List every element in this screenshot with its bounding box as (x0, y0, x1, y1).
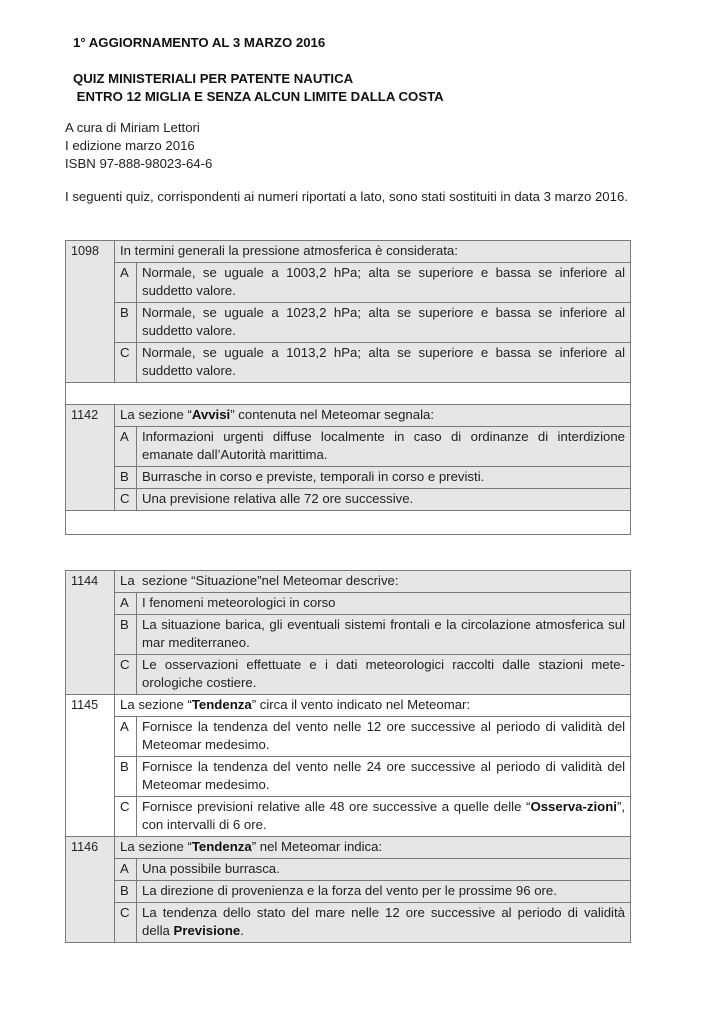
update-heading: 1° AGGIORNAMENTO AL 3 MARZO 2016 (73, 35, 326, 50)
intro-paragraph: I seguenti quiz, corrispondenti ai numeri riportati a lato, sono stati sostituiti in data 3 marzo 2016. (65, 189, 628, 204)
answer-letter: C (115, 343, 137, 383)
answer-text: Fornisce la tendenza del vento nelle 12 ore successive al periodo di validità del Meteomar medesimo. (137, 717, 631, 757)
answer-text: Normale, se uguale a 1013,2 hPa; alta se superiore e bassa se inferiore al suddetto valore. (137, 343, 631, 383)
answer-letter: B (115, 303, 137, 343)
question-row (66, 241, 631, 263)
answer-row (66, 797, 631, 837)
publication-info (65, 119, 212, 173)
question-text: La sezione “Tendenza” circa il vento indicato nel Meteomar: (115, 695, 631, 717)
answer-row (66, 427, 631, 467)
answer-letter: A (115, 263, 137, 303)
question-number: 1145 (66, 695, 115, 837)
answer-row (66, 615, 631, 655)
answer-text: La direzione di provenienza e la forza del vento per le prossime 96 ore. (137, 881, 631, 903)
answer-letter: B (115, 881, 137, 903)
title-line-2: ENTRO 12 MIGLIA E SENZA ALCUN LIMITE DALLA COSTA (73, 89, 444, 104)
quiz-table-1 (65, 240, 631, 535)
answer-row (66, 655, 631, 695)
answer-text: I fenomeni meteorologici in corso (137, 593, 631, 615)
title-line-1: QUIZ MINISTERIALI PER PATENTE NAUTICA (73, 71, 354, 86)
answer-letter: A (115, 859, 137, 881)
answer-text: La situazione barica, gli eventuali sistemi frontali e la circolazione atmosferica sul mar mediterraneo. (137, 615, 631, 655)
question-text: La sezione “Tendenza” nel Meteomar indica: (115, 837, 631, 859)
answer-letter: A (115, 593, 137, 615)
answer-row (66, 717, 631, 757)
answer-row (66, 489, 631, 511)
answer-row (66, 593, 631, 615)
question-number: 1142 (66, 405, 115, 511)
question-row (66, 837, 631, 859)
answer-row (66, 881, 631, 903)
answer-text: Burrasche in corso e previste, temporali in corso e previsti. (137, 467, 631, 489)
answer-letter: C (115, 489, 137, 511)
answer-text: Fornisce la tendenza del vento nelle 24 ore successive al periodo di validità del Meteomar medesimo. (137, 757, 631, 797)
question-row (66, 571, 631, 593)
question-text: La sezione “Avvisi” contenuta nel Meteomar segnala: (115, 405, 631, 427)
answer-text: Informazioni urgenti diffuse localmente in caso di ordinanze di interdizione emanate dall’Autorità marittima. (137, 427, 631, 467)
answer-letter: B (115, 615, 137, 655)
isbn-line: ISBN 97-888-98023-64-6 (65, 156, 213, 171)
editor-line: A cura di Miriam Lettori (65, 120, 200, 135)
spacer-row (66, 383, 631, 405)
question-text: La sezione “Situazione”nel Meteomar descrive: (115, 571, 631, 593)
answer-row (66, 859, 631, 881)
answer-letter: A (115, 427, 137, 467)
answer-row (66, 467, 631, 489)
answer-text: Normale, se uguale a 1003,2 hPa; alta se superiore e bassa se inferiore al suddetto valore. (137, 263, 631, 303)
question-number: 1144 (66, 571, 115, 695)
answer-row (66, 757, 631, 797)
question-number: 1098 (66, 241, 115, 383)
answer-letter: B (115, 757, 137, 797)
question-row (66, 405, 631, 427)
question-text: In termini generali la pressione atmosferica è considerata: (115, 241, 631, 263)
answer-row (66, 903, 631, 943)
answer-text: Una previsione relativa alle 72 ore successive. (137, 489, 631, 511)
edition-line: I edizione marzo 2016 (65, 138, 195, 153)
answer-row (66, 343, 631, 383)
question-number: 1146 (66, 837, 115, 943)
spacer-row (66, 511, 631, 535)
answer-letter: B (115, 467, 137, 489)
answer-letter: C (115, 797, 137, 837)
answer-row (66, 263, 631, 303)
answer-text: Fornisce previsioni relative alle 48 ore successive a quelle delle “Osserva-zioni”, con intervalli di 6 ore. (137, 797, 631, 837)
answer-row (66, 303, 631, 343)
document-title (73, 70, 444, 106)
question-row (66, 695, 631, 717)
spacer-cell (66, 383, 631, 405)
answer-text: La tendenza dello stato del mare nelle 12 ore successive al periodo di validità della Previsione. (137, 903, 631, 943)
answer-letter: C (115, 903, 137, 943)
spacer-cell (66, 511, 631, 535)
quiz-table-2 (65, 570, 631, 943)
answer-letter: C (115, 655, 137, 695)
answer-letter: A (115, 717, 137, 757)
answer-text: Normale, se uguale a 1023,2 hPa; alta se superiore e bassa se inferiore al suddetto valore. (137, 303, 631, 343)
answer-text: Una possibile burrasca. (137, 859, 631, 881)
answer-text: Le osservazioni effettuate e i dati meteorologici raccolti dalle stazioni mete-orologiche costiere. (137, 655, 631, 695)
